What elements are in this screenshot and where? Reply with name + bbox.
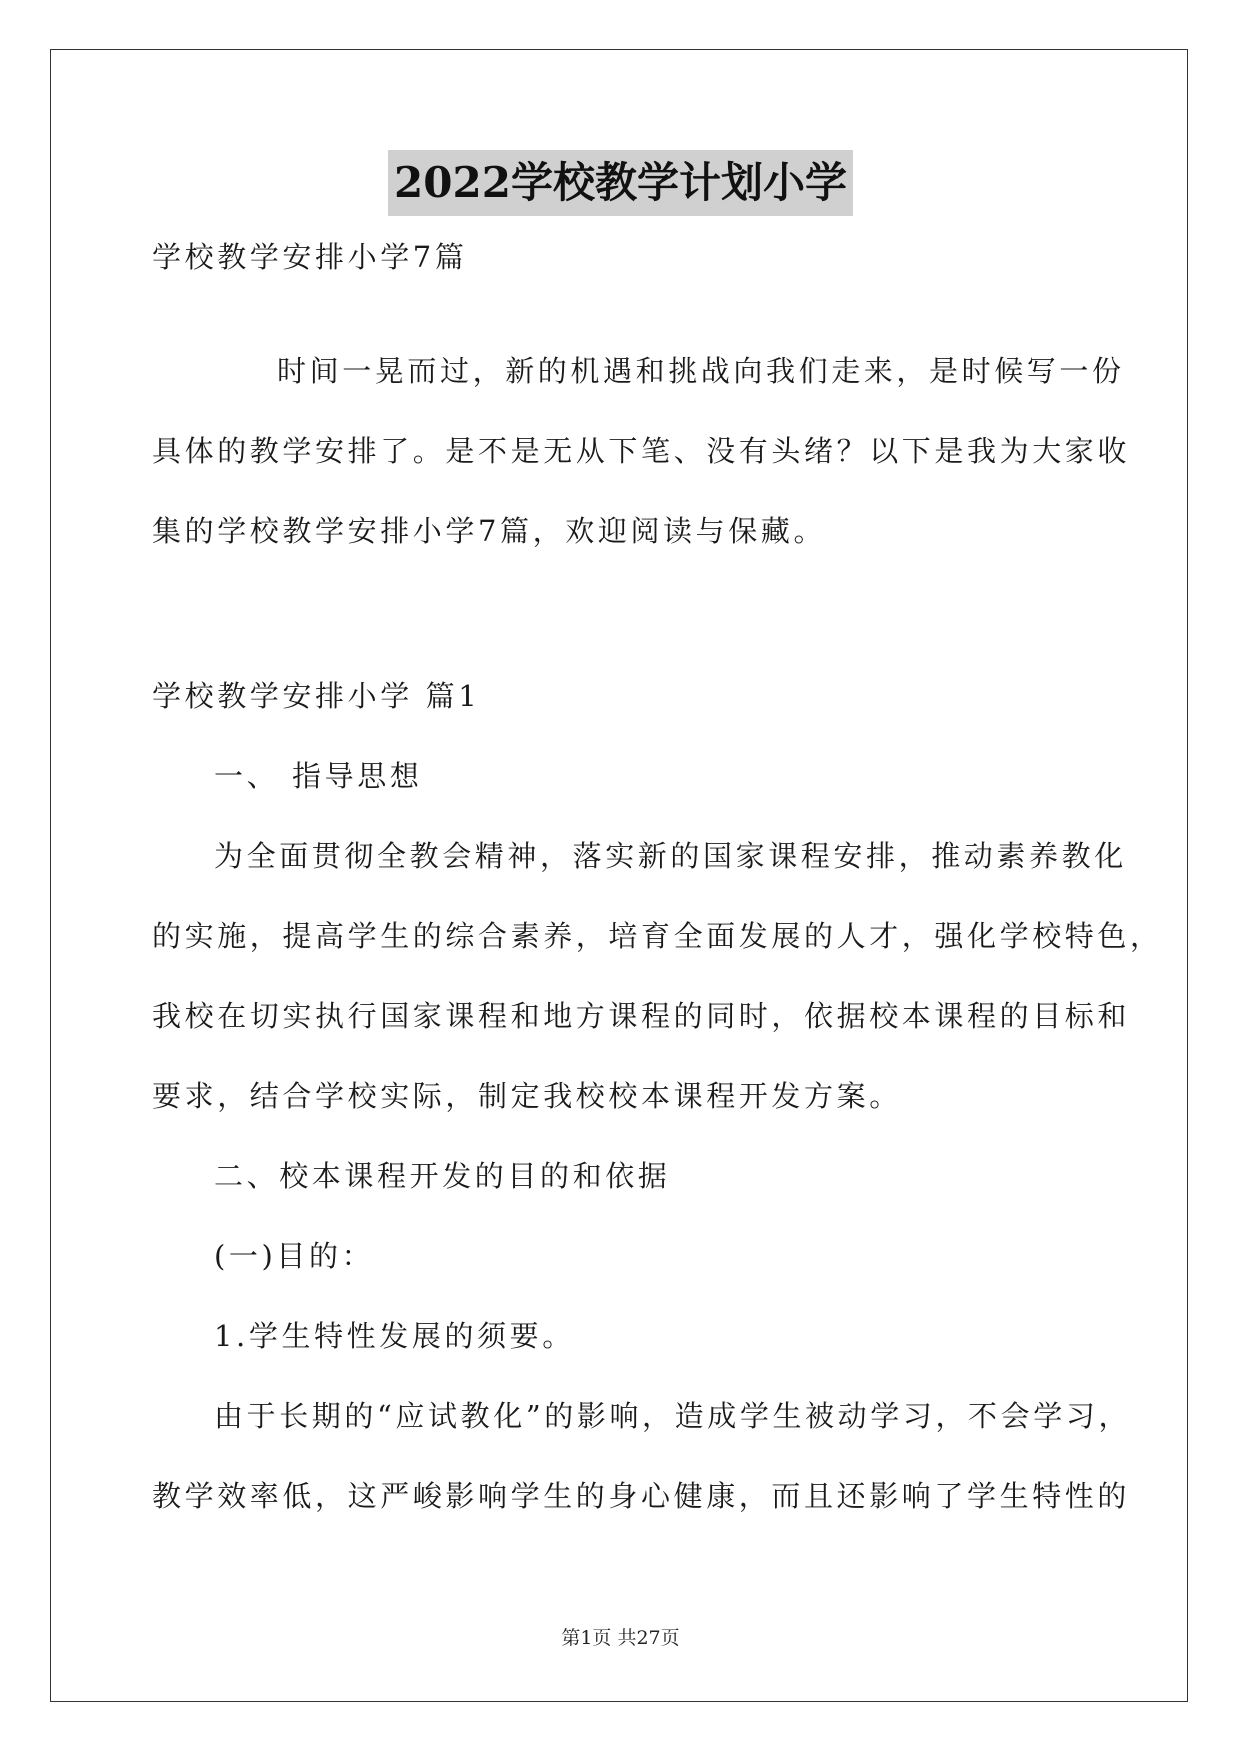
paragraph-line: 的实施，提高学生的综合素养，培育全面发展的人才，强化学校特色， [152,919,1163,953]
document-title: 2022学校教学计划小学 [388,150,853,216]
heading-guiding-thought: 一、 指导思想 [214,759,423,793]
paragraph-line: 我校在切实执行国家课程和地方课程的同时，依据校本课程的目标和 [152,999,1131,1033]
title-container [0,150,1241,216]
heading-purpose-basis: 二、校本课程开发的目的和依据 [214,1159,671,1193]
intro-line: 时间一晃而过，新的机遇和挑战向我们走来，是时候写一份 [277,354,1125,388]
paragraph-line: 由于长期的“应试教化”的影响，造成学生被动学习，不会学习， [214,1399,1132,1433]
page-footer: 第1页 共27页 [561,1627,680,1649]
paragraph-line: 教学效率低，这严峻影响学生的身心健康，而且还影响了学生特性的 [152,1479,1131,1513]
intro-line: 集的学校教学安排小学7篇，欢迎阅读与保藏。 [152,514,827,548]
heading-purpose: (一)目的： [214,1239,375,1273]
document-subtitle: 学校教学安排小学7篇 [152,240,468,274]
intro-line: 具体的教学安排了。是不是无从下笔、没有头绪？以下是我为大家收 [152,434,1131,468]
paragraph-line: 要求，结合学校实际，制定我校校本课程开发方案。 [152,1079,902,1113]
section-heading: 学校教学安排小学 篇1 [152,679,481,713]
paragraph-line: 为全面贯彻全教会精神，落实新的国家课程安排，推动素养教化 [214,839,1127,873]
list-item: 1.学生特性发展的须要。 [214,1319,575,1353]
